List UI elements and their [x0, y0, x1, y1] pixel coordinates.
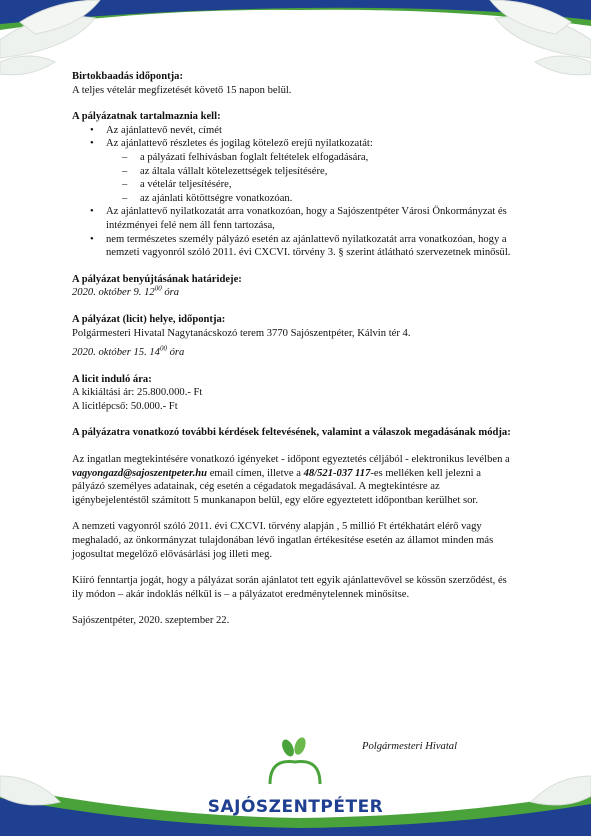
bid-step: A licitlépcső: 50.000.- Ft [72, 400, 178, 412]
venue-title: A pályázat (licit) helye, időpontja: [72, 313, 226, 325]
questions-title: A pályázatra vonatkozó további kérdések feltevésének, valamint a válaszok megadásának módja: [72, 427, 511, 439]
venue-date: 2020. október 15. $14^{00}$ óra [72, 344, 185, 359]
preemption-paragraph: A nemzeti vagyonról szóló 2011. évi CXCVI. törvény alapján , 5 millió Ft értékhatárt elérő vagy meghaladó, az önkormányzat tulajdonában lévő ingatlan értékesítése esetén az államot minden más jogosultat megelőző elővásárlási jog illeti meg. [72, 521, 494, 560]
start-price: A kikiáltási ár: 25.800.000.- Ft [72, 387, 203, 399]
contents-item: • Az ajánlattevő nyilatkozatát arra vonatkozóan, hogy a Sajószentpéter Városi Önkormányzat és intézményei felé nem áll fenn tartozása, [106, 205, 512, 232]
bottom-decoration [0, 736, 591, 836]
contents-sublist [106, 151, 512, 205]
handover-title: Birtokbaadás időpontja: [72, 71, 183, 82]
contents-item: • nem természetes személy pályázó esetén az ajánlattevő nyilatkozatát arra vonatkozóan, hogy a nemzeti vagyonról szóló 2011. évi CXCVI. törvény 3. § szerint átlátható szervezetnek minősül. [106, 233, 512, 260]
contents-item: • Az ajánlattevő nevét, címét [106, 124, 512, 138]
phone-number: 48/521-037 117 [303, 467, 371, 479]
contents-subitem: – az általa vállalt kötelezettségek teljesítésére, [140, 165, 512, 179]
venue-place: Polgármesteri Hivatal Nagytanácskozó terem 3770 Sajószentpéter, Kálvin tér 4. [72, 327, 411, 339]
contents-list [72, 124, 512, 260]
price-title: A licit induló ára: [72, 373, 152, 385]
place-date: Sajószentpéter, 2020. szeptember 22. [72, 615, 230, 627]
contents-item-with-sublist [106, 137, 512, 205]
contents-item: Az ajánlattevő részletes és jogilag kötelező erejű nyilatkozatát: [106, 138, 373, 150]
deadline-date: 2020. október 9. $12^{00}$ óra [72, 284, 180, 299]
email-address: vagyongazd@sajoszentpeter.hu [72, 467, 208, 479]
handover-text: A teljes vételár megfizetését követő 15 napon belül. [72, 84, 292, 96]
document-body [72, 70, 512, 628]
contents-title: A pályázatnak tartalmaznia kell: [72, 111, 221, 123]
reservation-paragraph: Kiíró fenntartja jogát, hogy a pályázat során ajánlatot tett egyik ajánlattevővel se kössön szerződést, és ily módon – akár indoklás nélkül is – a pályázatot eredménytelennek minősítse. [72, 575, 507, 600]
viewing-paragraph: Az ingatlan megtekintésére vonatkozó igényeket - időpont egyeztetés céljából - elektronikus levélben a vagyongazd@sajoszentpeter.hu email címen, illetve a 48/521-037 117-es melléken kell jelezni a pályázó személyes adatainak, cég esetén a cégadatok megadásával. A megtekintésre az igénybejelentéstől számított 5 munkanapon belül, egy előre egyeztetett időpontban kerülhet sor. [72, 454, 510, 506]
logo-text: SAJÓSZENTPÉTER [207, 797, 384, 817]
contents-subitem: – az ajánlati kötöttségre vonatkozóan. [140, 192, 512, 206]
contents-subitem: – a pályázati felhívásban foglalt feltételek elfogadására, [140, 151, 512, 165]
deadline-title: A pályázat benyújtásának határideje: [72, 273, 242, 285]
contents-subitem: – a vételár teljesítésére, [140, 178, 512, 192]
signature: Polgármesteri Hivatal [362, 741, 458, 752]
logo-leaves-icon [270, 736, 320, 784]
top-decoration [0, 0, 591, 80]
